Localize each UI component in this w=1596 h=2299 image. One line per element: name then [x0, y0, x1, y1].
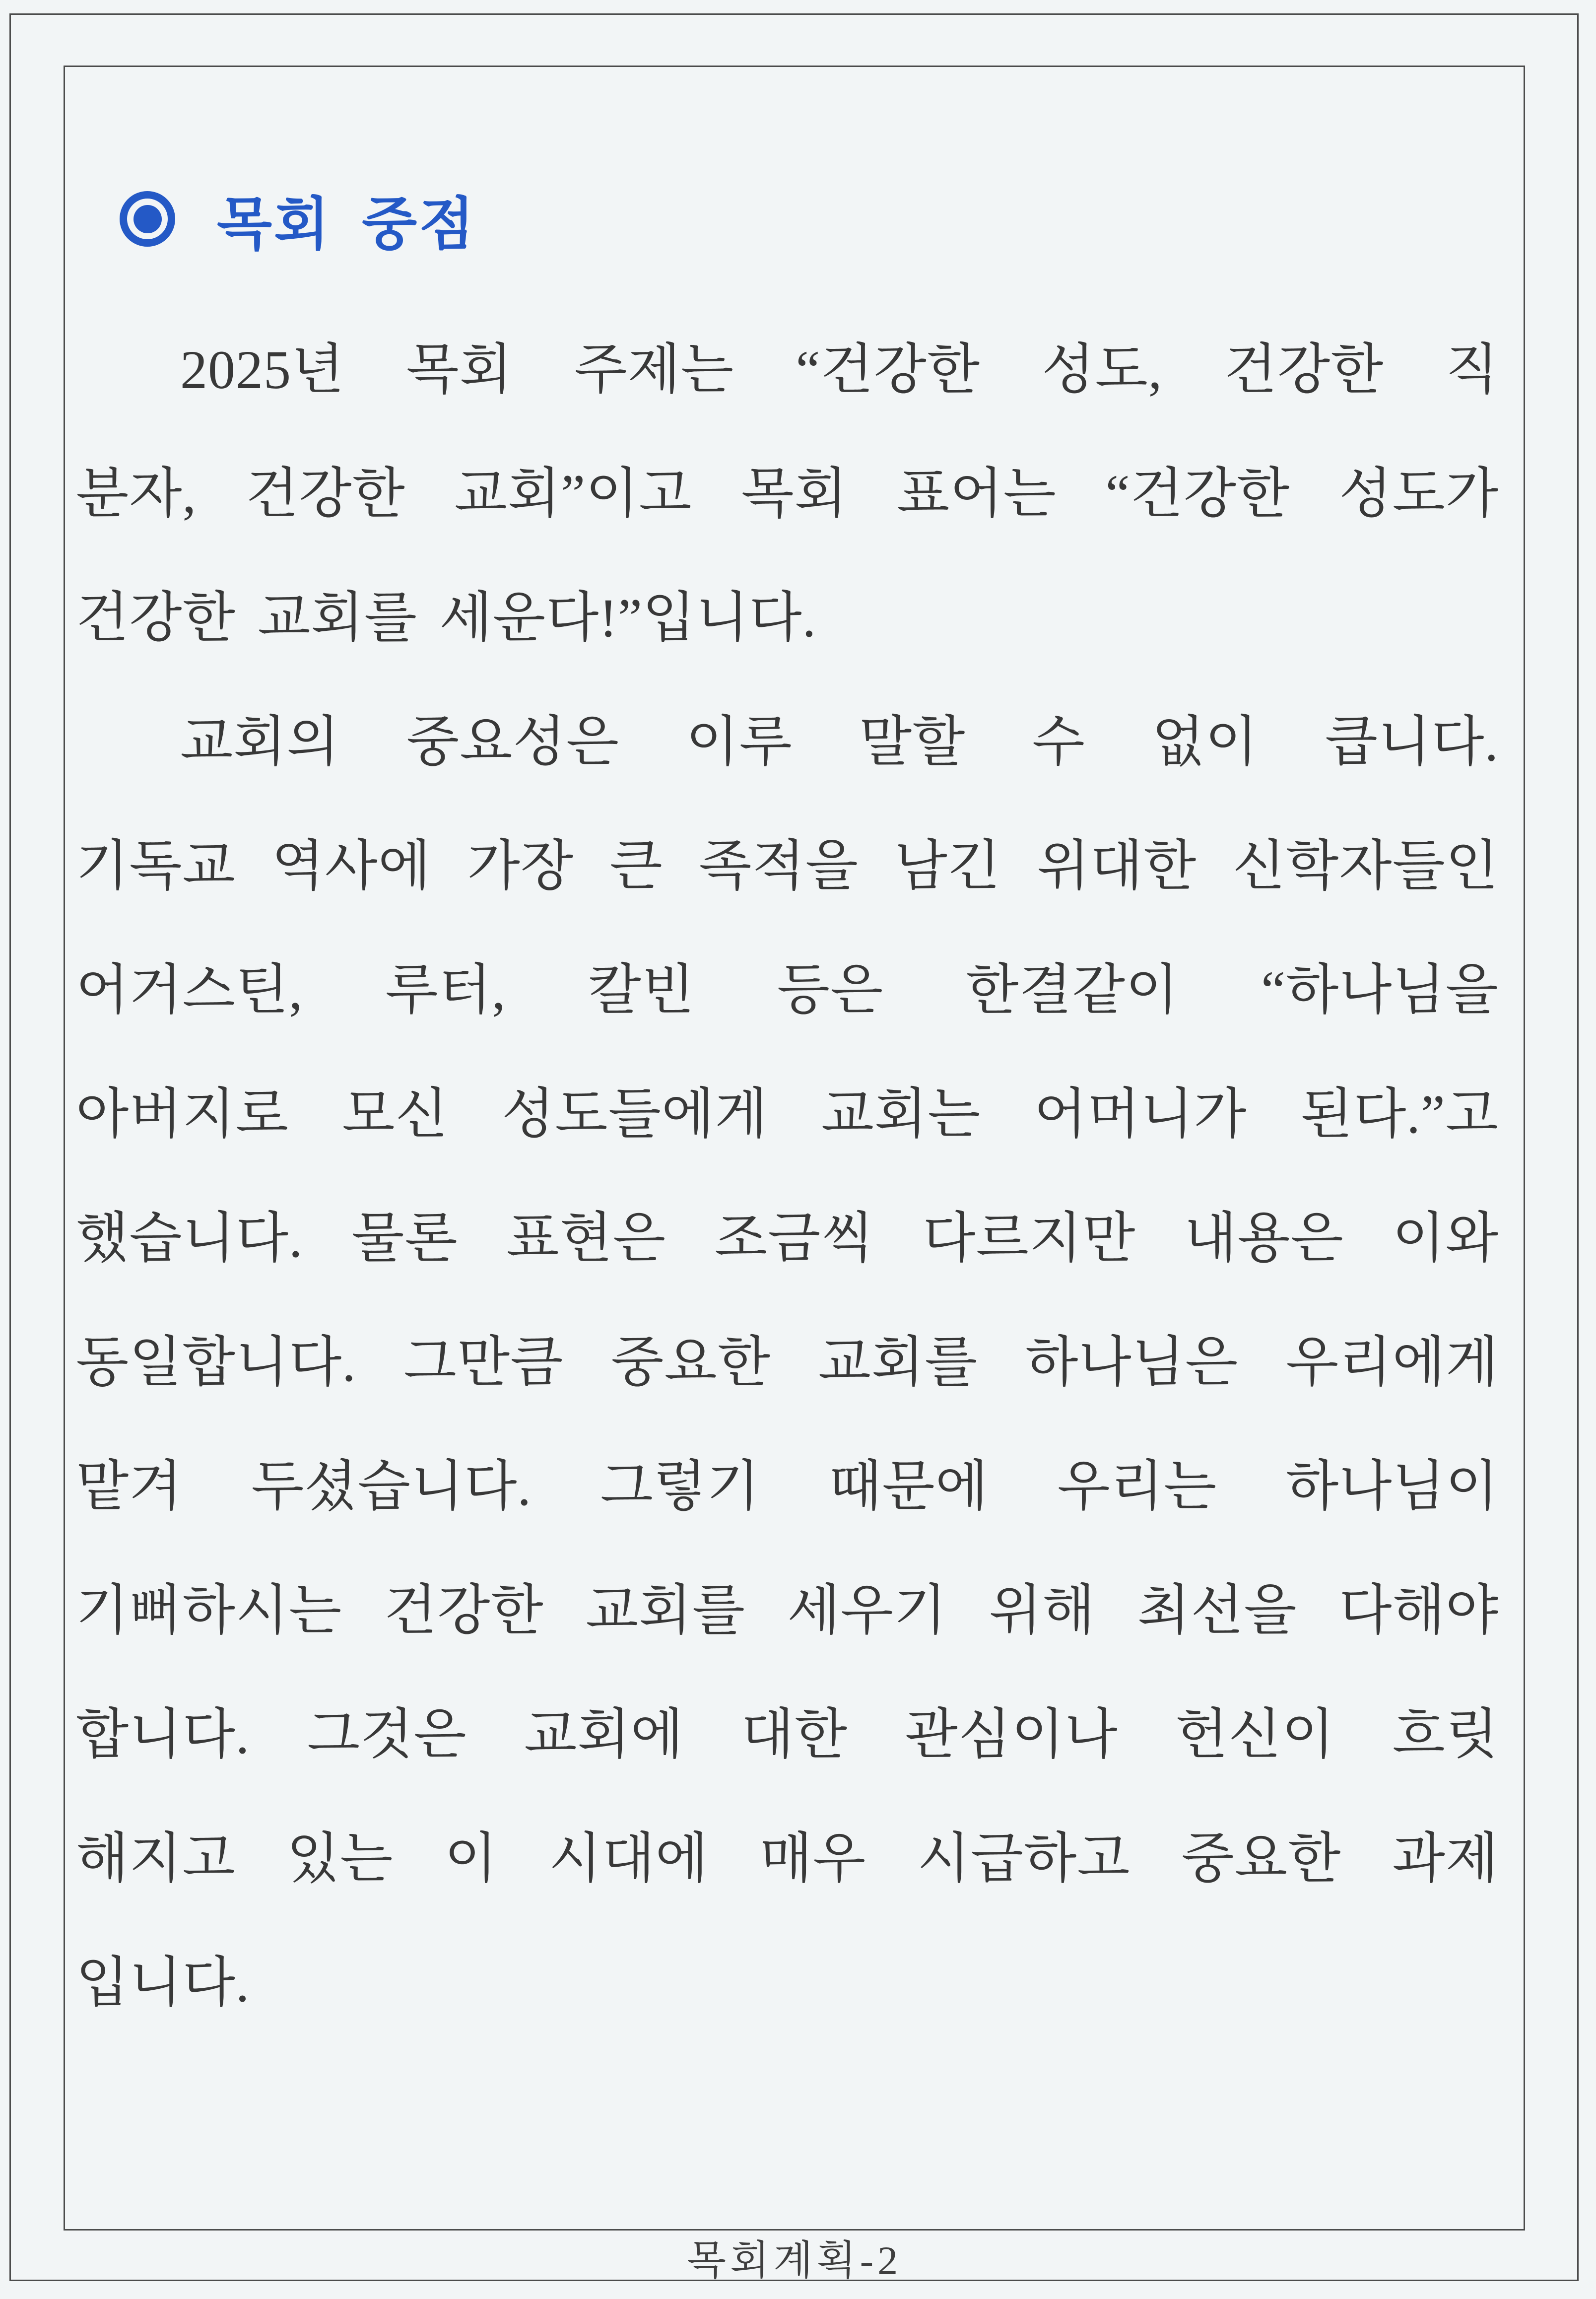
text-line: 기뻐하시는 건강한 교회를 세우기 위해 최선을 다해야 — [76, 1580, 1499, 1641]
text-line: 아버지로 모신 성도들에게 교회는 어머니가 된다.”고 — [76, 1084, 1499, 1145]
text-line: 입니다. — [76, 1953, 250, 2013]
body-text-block — [76, 308, 1499, 2045]
text-line: 어거스틴, 루터, 칼빈 등은 한결같이 “하나님을 — [76, 960, 1499, 1020]
text-line: 교회의 중요성은 이루 말할 수 없이 큽니다. — [180, 712, 1499, 772]
text-line: 건강한 교회를 세운다!”입니다. — [76, 588, 817, 648]
text-line: 해지고 있는 이 시대에 매우 시급하고 중요한 과제 — [76, 1828, 1499, 1889]
footer-label: 목회계획-2 — [686, 2237, 902, 2283]
section-heading — [120, 190, 476, 256]
text-line: 기독교 역사에 가장 큰 족적을 남긴 위대한 신학자들인 — [76, 836, 1499, 896]
text-line: 합니다. 그것은 교회에 대한 관심이나 헌신이 흐릿 — [76, 1704, 1499, 1765]
target-bullet-dot — [133, 205, 162, 233]
text-line: 2025년 목회 주제는 “건강한 성도, 건강한 직 — [180, 339, 1499, 400]
text-line: 분자, 건강한 교회”이고 목회 표어는 “건강한 성도가 — [76, 464, 1499, 524]
target-bullet-icon — [120, 191, 175, 247]
page-footer — [64, 2232, 1525, 2282]
section-heading-text: 목회 중점 — [217, 192, 476, 256]
text-line: 했습니다. 물론 표현은 조금씩 다르지만 내용은 이와 — [76, 1208, 1499, 1269]
text-line: 맡겨 두셨습니다. 그렇기 때문에 우리는 하나님이 — [76, 1456, 1499, 1517]
text-line: 동일합니다. 그만큼 중요한 교회를 하나님은 우리에게 — [76, 1332, 1499, 1393]
